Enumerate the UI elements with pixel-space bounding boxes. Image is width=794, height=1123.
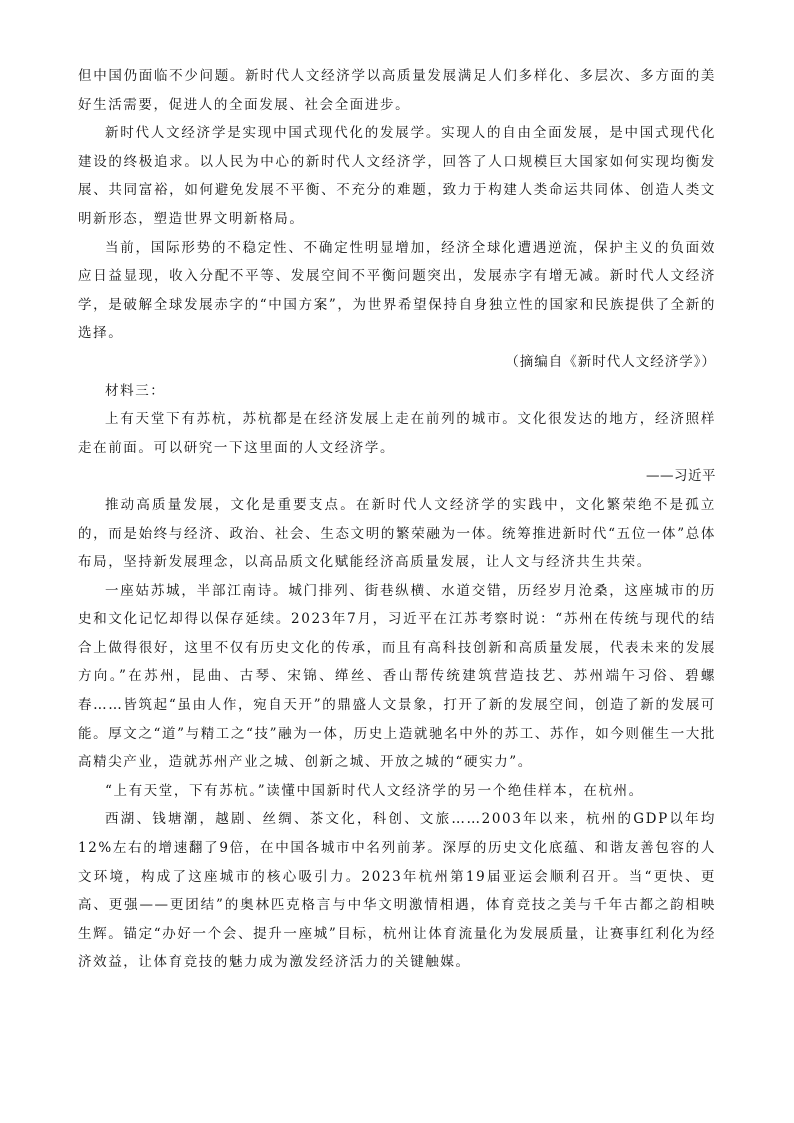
- paragraph-suzhou: 一座姑苏城，半部江南诗。城门排列、街巷纵横、水道交错，历经岁月沧桑，这座城市的历史和文化记忆却得以保存延续。2023年7月，习近平在江苏考察时说：“苏州在传统与现代的结合上做得很好，这里不仅有历史文化的传承，而且有高科技创新和高质量发展，代表未来的发展方向。”在苏州，昆曲、古琴、宋锦、缂丝、香山帮传统建筑营造技艺、苏州端午习俗、碧螺春……皆筑起“虽由人作，宛自天开”的鼎盛人文景象，打开了新的发展空间，创造了新的发展可能。厚文之“道”与精工之“技”融为一体，历史上造就驰名中外的苏工、苏作，如今则催生一大批高精尖产业，造就苏州产业之城、创新之城、开放之城的“硬实力”。: [78, 582, 717, 771]
- quote-paragraph: 上有天堂下有苏杭，苏杭都是在经济发展上走在前列的城市。文化很发达的地方，经济照样走在前面。可以研究一下这里面的人文经济学。: [78, 411, 716, 456]
- source-citation: （摘编自《新时代人文经济学》）: [505, 353, 716, 370]
- document-body: [78, 62, 716, 977]
- paragraph-1: 但中国仍面临不少问题。新时代人文经济学以高质量发展满足人们多样化、多层次、多方面的美好生活需要，促进人的全面发展、社会全面进步。: [78, 68, 716, 113]
- paragraph-hangzhou: 西湖、钱塘潮，越剧、丝绸、茶文化，科创、文旅……2003年以来，杭州的GDP以年均12%左右的增速翻了9倍，在中国各城市中名列前茅。深厚的历史文化底蕴、和谐友善包容的人文环境，构成了这座城市的核心吸引力。2023年杭州第19届亚运会顺利召开。当“更快、更高、更强——更团结”的奥林匹克格言与中华文明激情相遇，体育竞技之美与千年古都之韵相映生辉。锚定“办好一个会、提升一座城”目标，杭州让体育流量化为发展质量，让赛事红利化为经济效益，让体育竞技的魅力成为激发经济活力的关键触媒。: [78, 811, 716, 971]
- paragraph-2: 新时代人文经济学是实现中国式现代化的发展学。实现人的自由全面发展，是中国式现代化建设的终极追求。以人民为中心的新时代人文经济学，回答了人口规模巨大国家如何实现均衡发展、共同富裕，如何避免发展不平衡、不充分的难题，致力于构建人类命运共同体、创造人类文明新形态，塑造世界文明新格局。: [78, 125, 716, 227]
- paragraph-3: 当前，国际形势的不稳定性、不确定性明显增加，经济全球化遭遇逆流，保护主义的负面效应日益显现，收入分配不平等、发展空间不平衡问题突出，发展赤字有增无减。新时代人文经济学，是破解全球发展赤字的“中国方案”，为世界希望保持自身独立性的国家和民族提供了全新的选择。: [78, 239, 716, 342]
- quote-author: ——习近平: [646, 468, 716, 485]
- paragraph-culture: 推动高质量发展，文化是重要支点。在新时代人文经济学的实践中，文化繁荣绝不是孤立的，而是始终与经济、政治、社会、生态文明的繁荣融为一体。统筹推进新时代“五位一体”总体布局，坚持新发展理念，以高品质文化赋能经济高质量发展，让人文与经济共生共荣。: [78, 496, 716, 571]
- paragraph-hangzhou-intro: “上有天堂，下有苏杭。”读懂中国新时代人文经济学的另一个绝佳样本，在杭州。: [105, 782, 644, 799]
- material-heading: 材料三：: [105, 382, 166, 399]
